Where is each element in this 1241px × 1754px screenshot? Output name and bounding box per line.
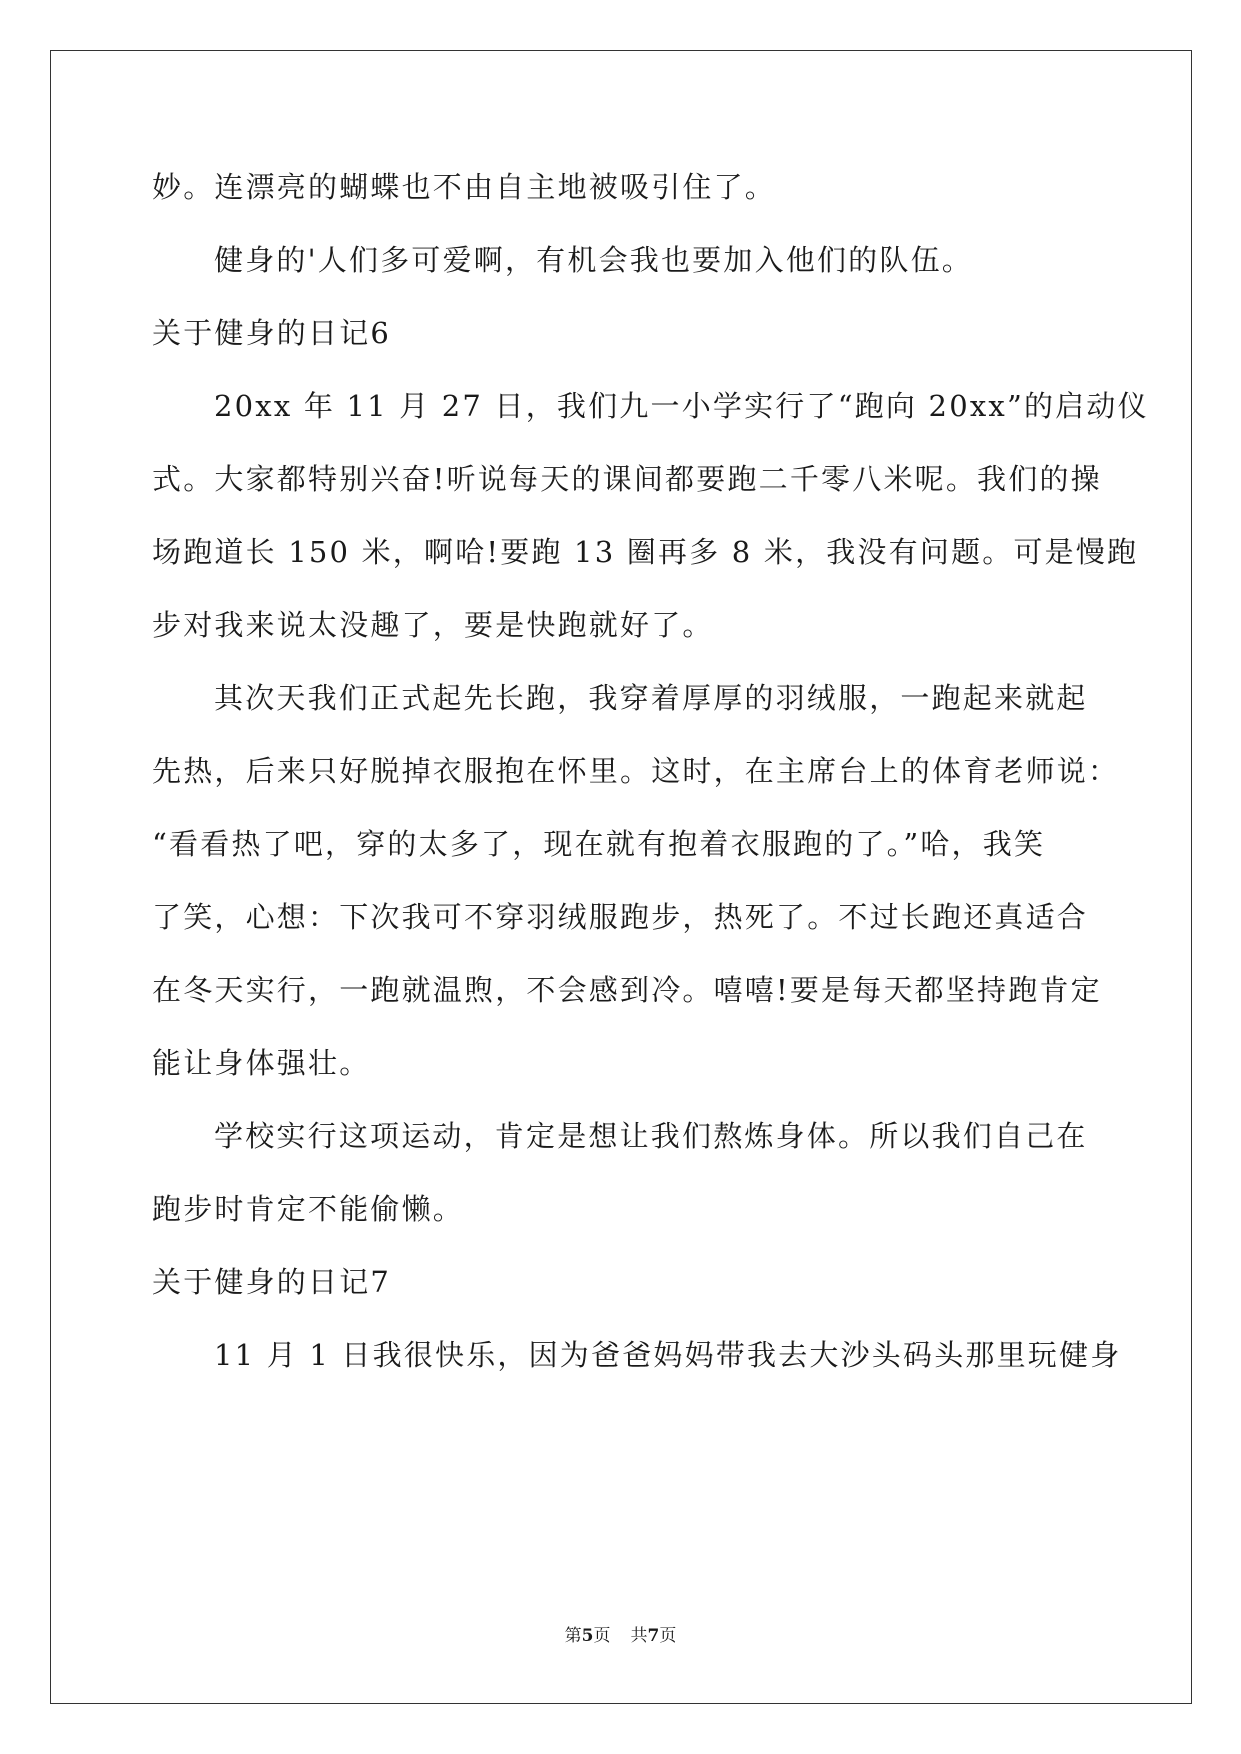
- body-line: 先热，后来只好脱掉衣服抱在怀里。这时，在主席台上的体育老师说：: [152, 754, 1120, 788]
- body-line: 在冬天实行，一跑就温煦，不会感到冷。嘻嘻!要是每天都坚持跑肯定: [152, 973, 1102, 1007]
- section-heading: 关于健身的日记6: [152, 316, 392, 350]
- body-line: 其次天我们正式起先长跑，我穿着厚厚的羽绒服，一跑起来就起: [214, 681, 1088, 715]
- page-frame: [50, 50, 1192, 1704]
- total-label-prefix: 共: [630, 1626, 648, 1646]
- body-line: 了笑，心想：下次我可不穿羽绒服跑步，热死了。不过长跑还真适合: [152, 900, 1089, 934]
- body-line: 步对我来说太没趣了，要是快跑就好了。: [152, 608, 714, 642]
- body-line: 式。大家都特别兴奋!听说每天的课间都要跑二千零八米呢。我们的操: [152, 462, 1102, 496]
- page-footer: [0, 1625, 1241, 1647]
- body-line: 20xx 年 11 月 27 日，我们九一小学实行了“跑向 20xx”的启动仪: [214, 389, 1149, 423]
- total-pages: 7: [647, 1626, 660, 1646]
- total-label-suffix: 页: [659, 1626, 677, 1646]
- section-heading: 关于健身的日记7: [152, 1265, 392, 1299]
- body-line: 学校实行这项运动，肯定是想让我们熬炼身体。所以我们自己在: [214, 1119, 1088, 1153]
- body-line: 能让身体强壮。: [152, 1046, 371, 1080]
- page-label-suffix: 页: [593, 1626, 611, 1646]
- page-number: 5: [581, 1626, 594, 1646]
- body-line: “看看热了吧，穿的太多了，现在就有抱着衣服跑的了。”哈，我笑: [152, 827, 1046, 861]
- body-line: 妙。连漂亮的蝴蝶也不由自主地被吸引住了。: [152, 170, 777, 204]
- body-line: 场跑道长 150 米，啊哈!要跑 13 圈再多 8 米，我没有问题。可是慢跑: [152, 535, 1139, 569]
- body-line: 跑步时肯定不能偷懒。: [152, 1192, 465, 1226]
- body-line: 11 月 1 日我很快乐，因为爸爸妈妈带我去大沙头码头那里玩健身: [214, 1338, 1122, 1372]
- body-line: 健身的'人们多可爱啊，有机会我也要加入他们的队伍。: [214, 243, 973, 277]
- page-label-prefix: 第: [564, 1626, 582, 1646]
